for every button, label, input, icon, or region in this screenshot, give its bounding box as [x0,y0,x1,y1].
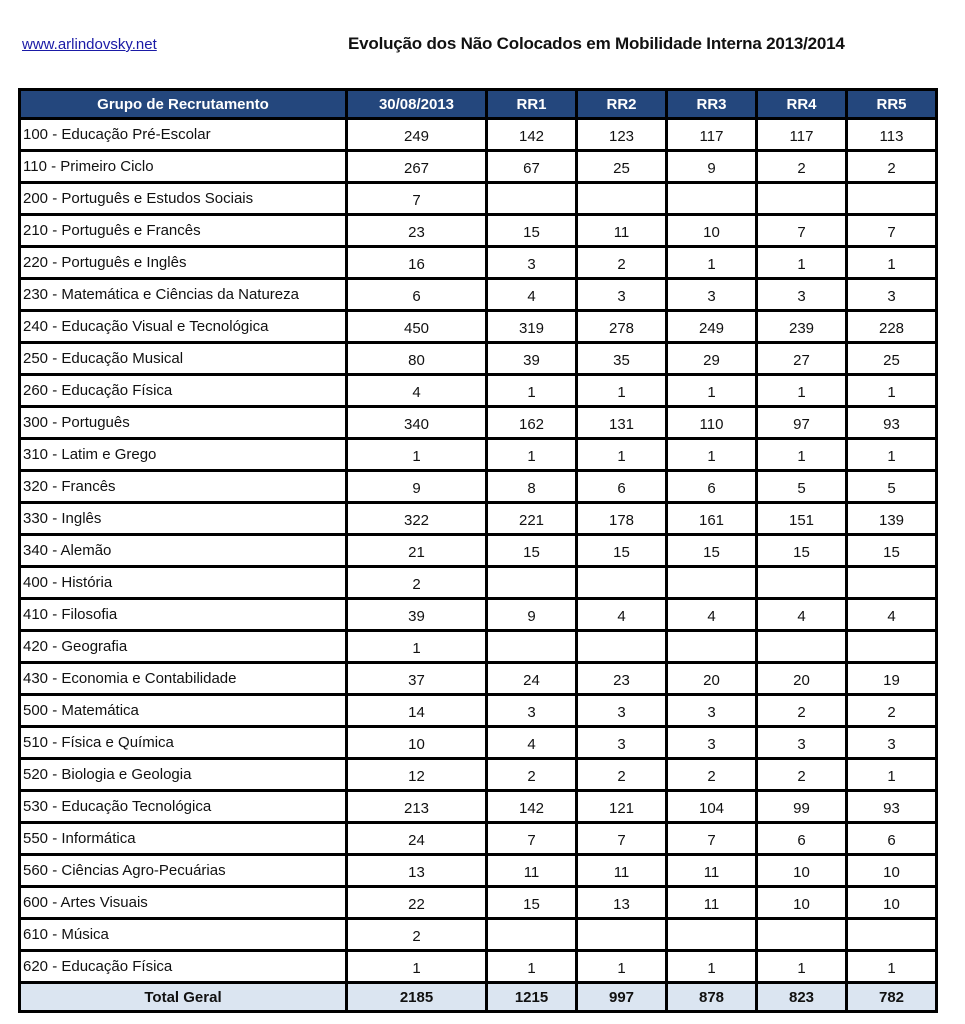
cell-value: 3 [757,727,847,759]
group-label: 520 - Biologia e Geologia [20,759,347,791]
group-label: 200 - Português e Estudos Sociais [20,183,347,215]
cell-value: 7 [347,183,487,215]
table-row [20,151,937,183]
group-label: 110 - Primeiro Ciclo [20,151,347,183]
cell-value: 1 [667,439,757,471]
cell-value: 1 [577,951,667,983]
cell-value: 1 [487,375,577,407]
cell-value: 6 [577,471,667,503]
table-body [20,119,937,983]
cell-value [577,631,667,663]
cell-value: 10 [847,887,937,919]
cell-value: 7 [577,823,667,855]
cell-value: 249 [667,311,757,343]
cell-value: 3 [847,279,937,311]
cell-value [577,183,667,215]
total-value: 878 [667,983,757,1012]
cell-value: 39 [347,599,487,631]
table-row [20,759,937,791]
cell-value: 6 [667,471,757,503]
cell-value: 67 [487,151,577,183]
cell-value: 15 [487,215,577,247]
cell-value: 1 [757,439,847,471]
column-header-rr1: RR1 [487,90,577,119]
group-label: 260 - Educação Física [20,375,347,407]
cell-value: 9 [347,471,487,503]
data-table [18,88,938,1013]
group-label: 320 - Francês [20,471,347,503]
cell-value: 1 [847,951,937,983]
cell-value: 20 [667,663,757,695]
cell-value: 1 [347,951,487,983]
cell-value: 110 [667,407,757,439]
cell-value: 6 [757,823,847,855]
cell-value: 1 [347,439,487,471]
group-label: 330 - Inglês [20,503,347,535]
cell-value: 3 [757,279,847,311]
cell-value: 3 [667,695,757,727]
cell-value: 23 [347,215,487,247]
column-header-group: Grupo de Recrutamento [20,90,347,119]
cell-value [847,631,937,663]
cell-value [757,567,847,599]
cell-value: 278 [577,311,667,343]
group-label: 210 - Português e Francês [20,215,347,247]
table-row [20,471,937,503]
table-row [20,375,937,407]
group-label: 410 - Filosofia [20,599,347,631]
total-value: 1215 [487,983,577,1012]
group-label: 500 - Matemática [20,695,347,727]
cell-value: 9 [667,151,757,183]
cell-value: 1 [847,247,937,279]
cell-value: 14 [347,695,487,727]
group-label: 340 - Alemão [20,535,347,567]
cell-value: 24 [487,663,577,695]
cell-value: 35 [577,343,667,375]
cell-value: 11 [577,215,667,247]
table-row [20,919,937,951]
cell-value: 2 [347,567,487,599]
cell-value: 2 [757,759,847,791]
cell-value [667,567,757,599]
column-header-rr3: RR3 [667,90,757,119]
cell-value: 131 [577,407,667,439]
cell-value [577,919,667,951]
cell-value: 13 [347,855,487,887]
table-header-row [20,90,937,119]
cell-value: 11 [577,855,667,887]
cell-value [487,631,577,663]
table-row [20,951,937,983]
cell-value: 2 [757,695,847,727]
group-label: 600 - Artes Visuais [20,887,347,919]
cell-value: 7 [667,823,757,855]
cell-value: 228 [847,311,937,343]
group-label: 420 - Geografia [20,631,347,663]
cell-value: 319 [487,311,577,343]
table-row [20,663,937,695]
cell-value [487,567,577,599]
table-row [20,599,937,631]
cell-value: 11 [487,855,577,887]
total-label: Total Geral [20,983,347,1012]
group-label: 240 - Educação Visual e Tecnológica [20,311,347,343]
cell-value: 3 [487,247,577,279]
cell-value: 9 [487,599,577,631]
group-label: 230 - Matemática e Ciências da Natureza [20,279,347,311]
table-row [20,343,937,375]
site-link[interactable]: www.arlindovsky.net [22,36,157,53]
cell-value: 3 [577,727,667,759]
table-row [20,695,937,727]
cell-value: 213 [347,791,487,823]
cell-value: 4 [847,599,937,631]
cell-value [487,183,577,215]
cell-value: 7 [847,215,937,247]
cell-value: 22 [347,887,487,919]
cell-value: 2 [487,759,577,791]
cell-value: 1 [847,439,937,471]
cell-value: 25 [847,343,937,375]
cell-value: 142 [487,791,577,823]
cell-value: 10 [757,887,847,919]
cell-value: 15 [667,535,757,567]
cell-value: 99 [757,791,847,823]
cell-value: 117 [667,119,757,151]
cell-value: 3 [667,279,757,311]
cell-value: 123 [577,119,667,151]
cell-value: 104 [667,791,757,823]
cell-value [847,183,937,215]
cell-value: 2 [577,247,667,279]
total-row [20,983,937,1012]
cell-value: 15 [847,535,937,567]
total-value: 997 [577,983,667,1012]
cell-value: 6 [847,823,937,855]
table-row [20,439,937,471]
cell-value: 10 [347,727,487,759]
cell-value: 1 [757,247,847,279]
cell-value: 4 [487,279,577,311]
table-row [20,823,937,855]
cell-value: 11 [667,887,757,919]
cell-value [757,919,847,951]
cell-value: 151 [757,503,847,535]
total-value: 2185 [347,983,487,1012]
cell-value: 2 [847,695,937,727]
table-row [20,727,937,759]
cell-value: 1 [757,375,847,407]
cell-value: 1 [847,759,937,791]
page-title: Evolução dos Não Colocados em Mobilidade Interna 2013/2014 [348,34,845,53]
column-header-rr5: RR5 [847,90,937,119]
cell-value: 24 [347,823,487,855]
cell-value: 3 [487,695,577,727]
cell-value: 139 [847,503,937,535]
cell-value [757,631,847,663]
cell-value: 5 [847,471,937,503]
cell-value: 6 [347,279,487,311]
cell-value: 239 [757,311,847,343]
column-header-date: 30/08/2013 [347,90,487,119]
cell-value: 1 [487,439,577,471]
cell-value: 2 [847,151,937,183]
cell-value: 249 [347,119,487,151]
cell-value: 117 [757,119,847,151]
table-row [20,791,937,823]
cell-value: 93 [847,407,937,439]
cell-value [847,919,937,951]
cell-value: 4 [577,599,667,631]
table-row [20,279,937,311]
group-label: 220 - Português e Inglês [20,247,347,279]
cell-value: 340 [347,407,487,439]
cell-value: 16 [347,247,487,279]
total-value: 782 [847,983,937,1012]
group-label: 100 - Educação Pré-Escolar [20,119,347,151]
cell-value: 450 [347,311,487,343]
cell-value [847,567,937,599]
cell-value: 161 [667,503,757,535]
cell-value: 7 [487,823,577,855]
group-label: 310 - Latim e Grego [20,439,347,471]
cell-value: 15 [757,535,847,567]
cell-value: 1 [667,375,757,407]
cell-value: 1 [577,439,667,471]
cell-value: 1 [347,631,487,663]
cell-value: 11 [667,855,757,887]
table-row [20,183,937,215]
cell-value: 19 [847,663,937,695]
cell-value: 2 [667,759,757,791]
group-label: 400 - História [20,567,347,599]
cell-value: 21 [347,535,487,567]
table-row [20,215,937,247]
cell-value: 13 [577,887,667,919]
cell-value [667,919,757,951]
cell-value: 3 [577,279,667,311]
cell-value: 4 [487,727,577,759]
cell-value: 80 [347,343,487,375]
cell-value: 3 [847,727,937,759]
cell-value: 267 [347,151,487,183]
total-value: 823 [757,983,847,1012]
group-label: 560 - Ciências Agro-Pecuárias [20,855,347,887]
cell-value: 4 [667,599,757,631]
table-row [20,119,937,151]
cell-value [487,919,577,951]
group-label: 430 - Economia e Contabilidade [20,663,347,695]
cell-value [667,183,757,215]
cell-value: 27 [757,343,847,375]
cell-value: 15 [487,887,577,919]
cell-value: 178 [577,503,667,535]
cell-value: 113 [847,119,937,151]
cell-value: 93 [847,791,937,823]
cell-value: 322 [347,503,487,535]
cell-value: 25 [577,151,667,183]
table-row [20,567,937,599]
cell-value: 3 [667,727,757,759]
cell-value [577,567,667,599]
table-row [20,311,937,343]
cell-value: 15 [577,535,667,567]
group-label: 610 - Música [20,919,347,951]
cell-value: 5 [757,471,847,503]
cell-value: 3 [577,695,667,727]
table-row [20,887,937,919]
cell-value [667,631,757,663]
cell-value: 10 [757,855,847,887]
group-label: 510 - Física e Química [20,727,347,759]
cell-value: 4 [347,375,487,407]
cell-value: 10 [667,215,757,247]
cell-value: 1 [757,951,847,983]
table-row [20,503,937,535]
cell-value: 15 [487,535,577,567]
column-header-rr4: RR4 [757,90,847,119]
cell-value: 221 [487,503,577,535]
cell-value: 1 [847,375,937,407]
group-label: 250 - Educação Musical [20,343,347,375]
table-row [20,855,937,887]
cell-value: 4 [757,599,847,631]
cell-value: 8 [487,471,577,503]
table-row [20,247,937,279]
cell-value: 1 [667,247,757,279]
table-row [20,631,937,663]
cell-value: 162 [487,407,577,439]
column-header-rr2: RR2 [577,90,667,119]
cell-value: 29 [667,343,757,375]
cell-value: 2 [347,919,487,951]
cell-value: 2 [577,759,667,791]
cell-value: 7 [757,215,847,247]
group-label: 550 - Informática [20,823,347,855]
cell-value: 23 [577,663,667,695]
cell-value: 20 [757,663,847,695]
cell-value: 1 [487,951,577,983]
cell-value: 142 [487,119,577,151]
cell-value [757,183,847,215]
cell-value: 97 [757,407,847,439]
cell-value: 2 [757,151,847,183]
cell-value: 10 [847,855,937,887]
cell-value: 121 [577,791,667,823]
group-label: 620 - Educação Física [20,951,347,983]
cell-value: 1 [577,375,667,407]
cell-value: 12 [347,759,487,791]
cell-value: 1 [667,951,757,983]
cell-value: 39 [487,343,577,375]
table-row [20,407,937,439]
cell-value: 37 [347,663,487,695]
group-label: 300 - Português [20,407,347,439]
group-label: 530 - Educação Tecnológica [20,791,347,823]
table-row [20,535,937,567]
